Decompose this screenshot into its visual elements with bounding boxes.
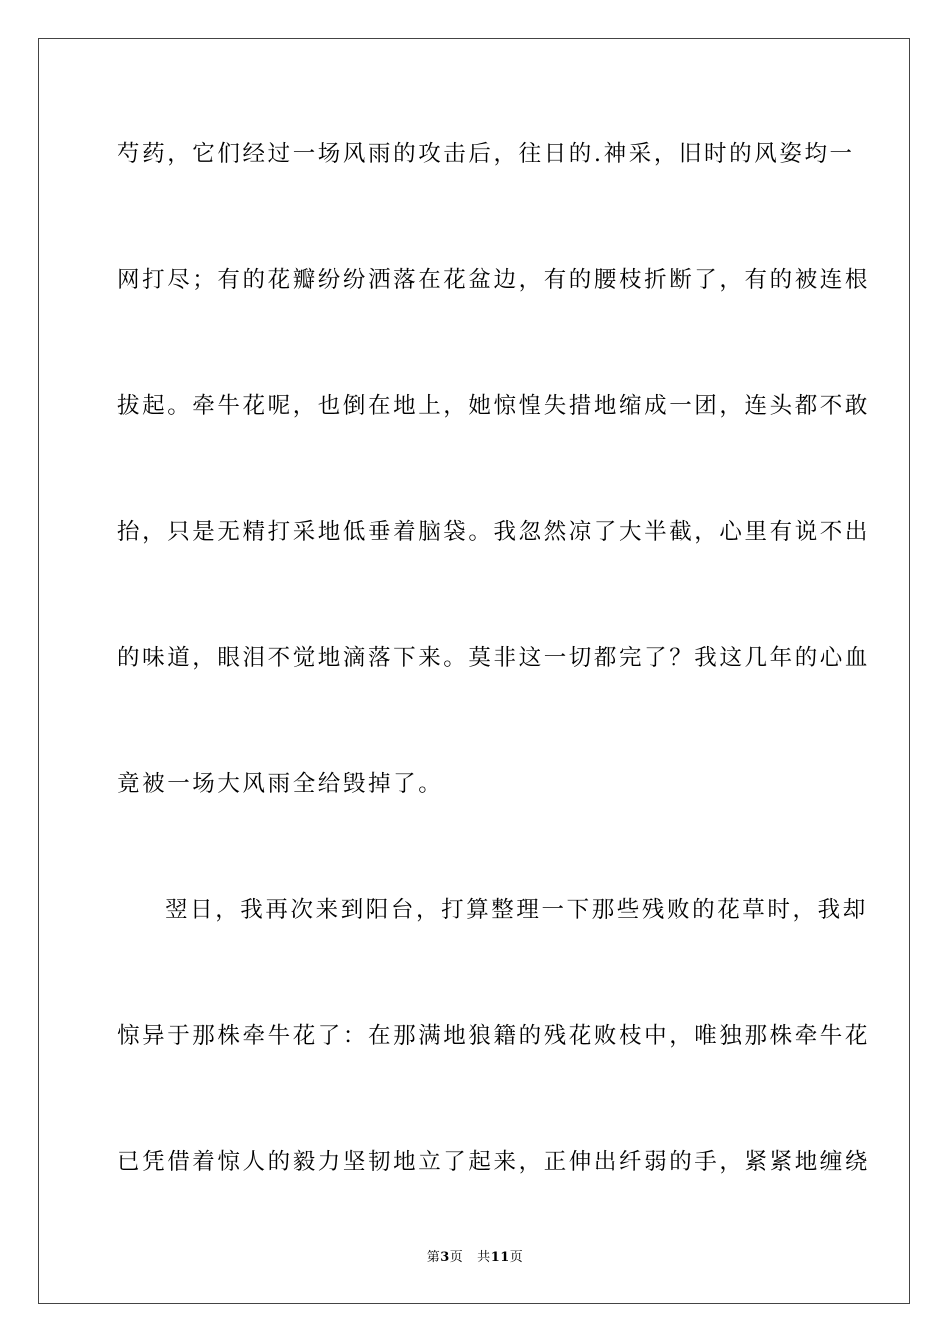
text-line: 已凭借着惊人的毅力坚韧地立了起来，正伸出纤弱的手，紧紧地缠绕 — [117, 1149, 871, 1175]
paragraph-first-line: 翌日，我再次来到阳台，打算整理一下那些残败的花草时，我却 — [165, 897, 868, 923]
text-line: 芍药，它们经过一场风雨的攻击后，往日的.神采，旧时的风姿均一 — [117, 141, 855, 167]
total-pages: 11 — [490, 1250, 510, 1265]
text-line: 拔起。牵牛花呢，也倒在地上，她惊惶失措地缩成一团，连头都不敢 — [117, 393, 871, 419]
total-prefix: 共 — [477, 1250, 491, 1265]
page-prefix: 第 — [426, 1250, 441, 1265]
text-line: 抬，只是无精打采地低垂着脑袋。我忽然凉了大半截，心里有说不出 — [117, 519, 871, 545]
document-body — [117, 122, 871, 1256]
page-suffix: 页 — [449, 1250, 464, 1265]
total-suffix: 页 — [509, 1250, 524, 1265]
text-line: 竟被一场大风雨全给毁掉了。 — [117, 771, 444, 797]
text-line: 的味道，眼泪不觉地滴落下来。莫非这一切都完了？我这几年的心血 — [117, 645, 871, 671]
page-number: 3 — [440, 1250, 450, 1265]
text-line: 网打尽；有的花瓣纷纷洒落在花盆边，有的腰枝折断了，有的被连根 — [117, 267, 871, 293]
page-footer — [0, 1246, 950, 1265]
text-line: 惊异于那株牵牛花了：在那满地狼籍的残花败枝中，唯独那株牵牛花 — [117, 1023, 871, 1049]
